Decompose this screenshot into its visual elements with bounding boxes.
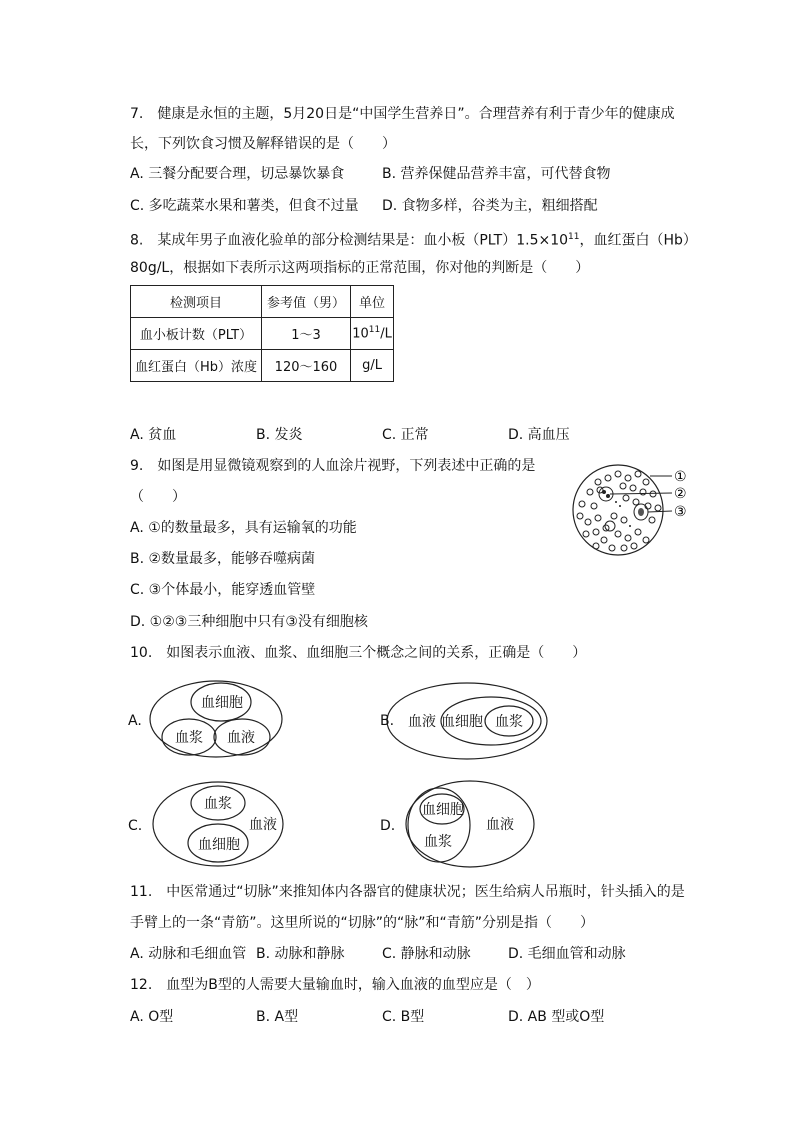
q7-option-a: A. 三餐分配要合理，切忌暴饮暴食 [130, 166, 345, 182]
table-cell-item: 血红蛋白（Hb）浓度 [131, 350, 262, 382]
b-label-middle: 血细胞 [441, 714, 483, 730]
unit-base: g/L [362, 358, 382, 373]
large-cell [634, 504, 648, 520]
table-cell-unit [351, 318, 394, 350]
unit-exponent: 11 [368, 325, 381, 336]
q9-stem-line2: （ ） [130, 489, 186, 505]
q8-option-a: A. 贫血 [130, 427, 177, 443]
q7-option-c: C. 多吃蔬菜水果和薯类，但食不过量 [130, 198, 359, 214]
option-d-letter: D. [380, 818, 396, 834]
c-label-outer: 血液 [249, 817, 277, 833]
q9-option-b: B. ②数量最多，能够吞噬病菌 [130, 551, 316, 567]
q11-option-d: D. 毛细血管和动脉 [508, 946, 626, 962]
c-label-top: 血浆 [204, 796, 232, 812]
concept-diagrams [125, 675, 725, 875]
unit-tail: /L [380, 326, 392, 342]
label-3: ③ [674, 504, 687, 520]
table-header: 单位 [351, 286, 394, 318]
table-row [131, 350, 394, 382]
q8-stem-exponent: 11 [568, 232, 580, 242]
q12-option-c: C. B型 [382, 1009, 425, 1025]
table-row [131, 318, 394, 350]
table-cell-unit [351, 350, 394, 382]
q7-stem-line1: 7. 健康是永恒的主题，5月20日是“中国学生营养日”。合理营养有利于青少年的健康成 [130, 106, 675, 122]
q9-option-d: D. ①②③三种细胞中只有③没有细胞核 [130, 614, 368, 630]
label-2: ② [674, 486, 687, 502]
table-cell-item: 血小板计数（PLT） [131, 318, 262, 350]
q7-stem-line2: 长，下列饮食习惯及解释错误的是（ ） [130, 136, 396, 152]
q11-stem-line2: 手臂上的一条“青筋”。这里所说的“切脉”的“脉”和“青筋”分别是指（ ） [130, 915, 595, 931]
a-label-left: 血浆 [175, 730, 203, 746]
a-label-top: 血细胞 [201, 695, 243, 711]
q8-option-d: D. 高血压 [508, 427, 570, 443]
q11-option-c: C. 静脉和动脉 [382, 946, 471, 962]
d-label-outer: 血液 [486, 817, 514, 833]
q7-option-d: D. 食物多样，谷类为主，粗细搭配 [382, 198, 598, 214]
c-label-bottom: 血细胞 [198, 837, 240, 853]
q11-option-a: A. 动脉和毛细血管 [130, 946, 247, 962]
b-label-inner: 血浆 [495, 714, 523, 730]
option-a-letter: A. [128, 713, 142, 729]
table-cell-ref: 1～3 [262, 318, 351, 350]
q8-stem-part2: ，血红蛋白（Hb） [579, 232, 697, 249]
b-label-outer: 血液 [408, 714, 436, 730]
blood-smear-figure [568, 460, 708, 560]
q8-option-b: B. 发炎 [256, 427, 303, 443]
q7-option-b: B. 营养保健品营养丰富，可代替食物 [382, 166, 611, 182]
q8-stem-line1 [130, 227, 697, 251]
reference-table [130, 285, 394, 382]
q9-option-c: C. ③个体最小，能穿透血管壁 [130, 582, 316, 598]
option-b-letter: B. [380, 713, 395, 729]
q12-option-d: D. AB 型或O型 [508, 1009, 605, 1025]
d-label-inner: 血细胞 [422, 802, 464, 818]
table-header: 检测项目 [131, 286, 262, 318]
q9-stem-line1: 9. 如图是用显微镜观察到的人血涂片视野，下列表述中正确的是 [130, 458, 536, 474]
q12-option-b: B. A型 [256, 1009, 299, 1025]
q11-stem-line1: 11. 中医常通过“切脉”来推知体内各器官的健康状况；医生给病人吊瓶时，针头插入的是 [130, 884, 685, 900]
q8-option-c: C. 正常 [382, 427, 429, 443]
label-1: ① [674, 469, 687, 485]
q9-option-a: A. ①的数量最多，具有运输氧的功能 [130, 520, 357, 536]
q8-stem-line2: 80g/L，根据如下表所示这两项指标的正常范围，你对他的判断是（ ） [130, 260, 590, 276]
d-label-middle: 血浆 [424, 834, 452, 850]
a-label-right: 血液 [227, 730, 255, 746]
q12-option-a: A. O型 [130, 1009, 174, 1025]
q12-stem: 12. 血型为B型的人需要大量输血时，输入血液的血型应是（ ） [130, 977, 540, 993]
table-header-row [131, 286, 394, 318]
option-c-letter: C. [128, 818, 143, 834]
table-cell-ref: 120～160 [262, 350, 351, 382]
q8-stem-part1: 8. 某成年男子血液化验单的部分检测结果是：血小板（PLT）1.5×10 [130, 232, 569, 249]
table-header: 参考值（男） [262, 286, 351, 318]
q10-stem: 10. 如图表示血液、血浆、血细胞三个概念之间的关系，正确是（ ） [130, 645, 587, 661]
q11-option-b: B. 动脉和静脉 [256, 946, 345, 962]
unit-base: 10 [352, 326, 369, 342]
